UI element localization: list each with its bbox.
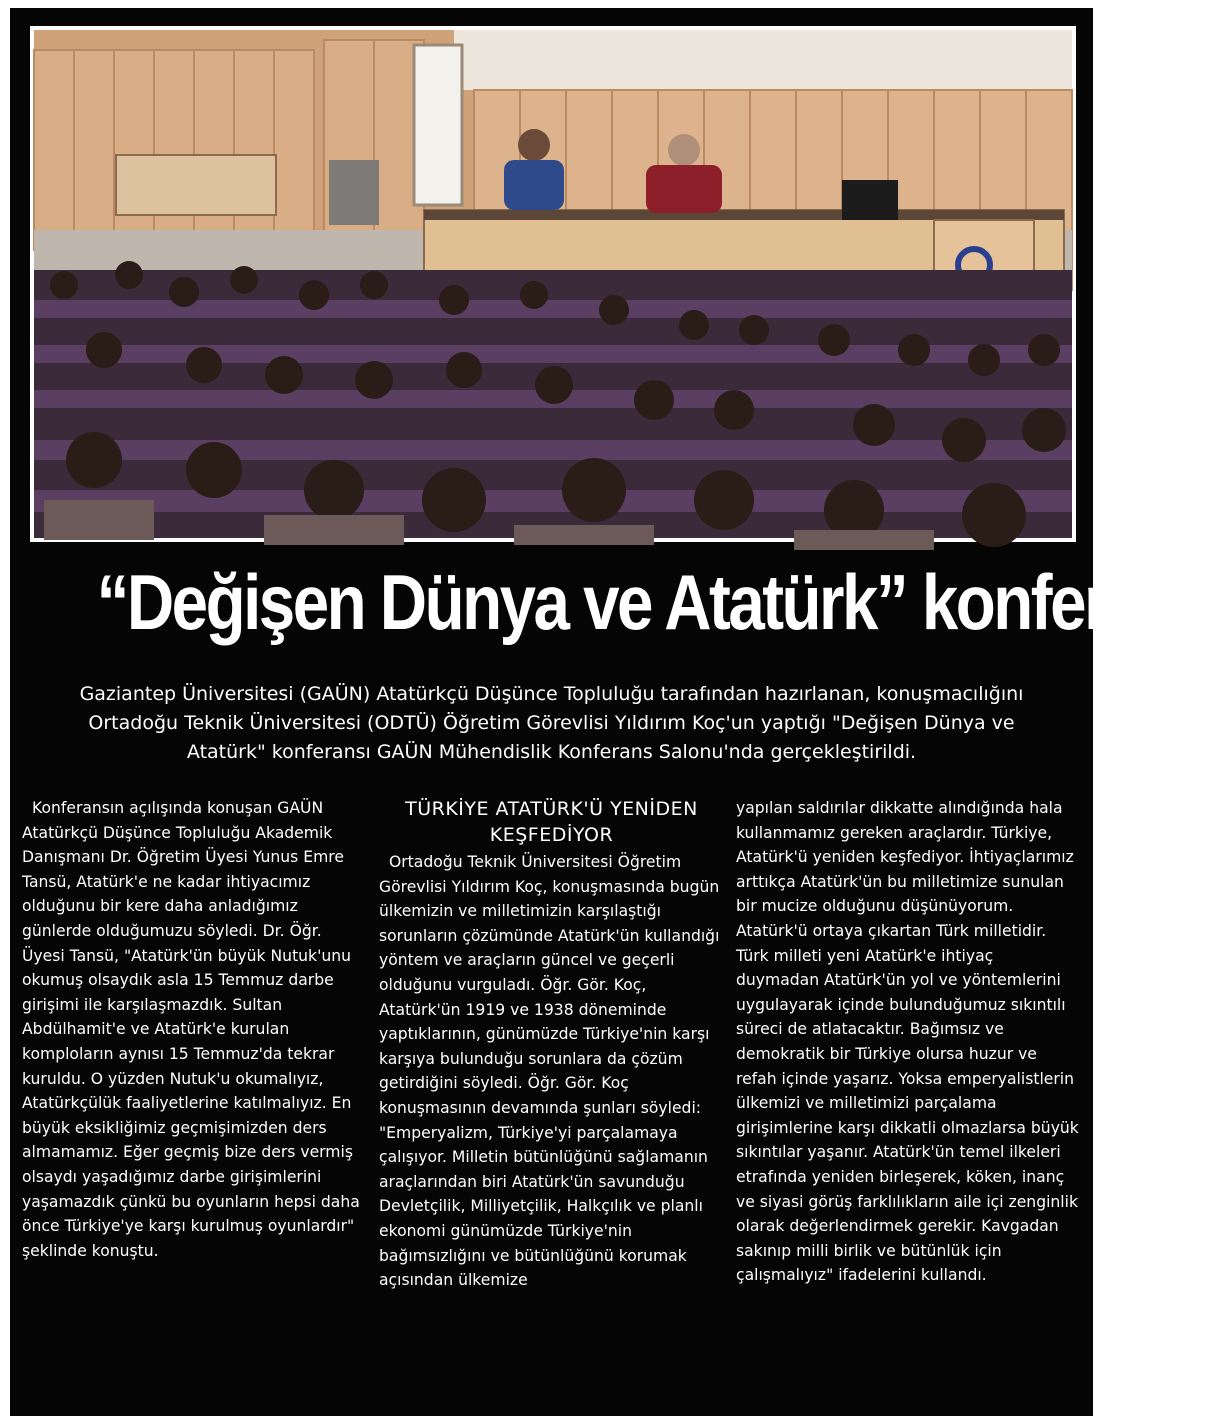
column-1-text: Konferansın açılışında konuşan GAÜN Atatürkçü Düşünce Topluluğu Akademik Danışmanı Dr. Öğretim Üyesi Yunus Emre Tansü, Atatürk'e ne kadar ihtiyacımız olduğunu bir kere daha anladığımız günlerde olduğumuzu söyledi. Dr. Öğr. Üyesi Tansü, "Atatürk'ün büyük Nutuk'unu okumuş olsaydık asla 15 Temmuz darbe girişimi ile karşılaşmazdık. Sultan Abdülhamit'e ve Atatürk'e kurulan komploların aynısı 15 Temmuz'da tekrar kuruldu. O yüzden Nutuk'u okumalıyız, Atatürkçülük faaliyetlerine katılmalıyız. En büyük eksikliğimiz geçmişimizden ders almamamız. Eğer geçmiş bize ders vermiş olsaydı yaşadığımız darbe girişimlerini yaşamazdık çünkü bu oyunların hepsi daha önce Türkiye'ye karşı kurulmuş oyunlardır" şeklinde konuştu. — [22, 799, 360, 1260]
conference-photo — [34, 30, 1072, 538]
headline: “Değişen Dünya ve Atatürk” konferansı — [96, 558, 1228, 646]
photo-frame — [30, 26, 1076, 542]
section-subhead: TÜRKİYE ATATÜRK'Ü YENİDEN KEŞFEDİYOR — [405, 798, 698, 846]
column-1 — [22, 796, 367, 1408]
column-2-text: Ortadoğu Teknik Üniversitesi Öğretim Görevlisi Yıldırım Koç, konuşmasında bugün ülkemizin ve milletimizin karşılaştığı sorunların çözümünde Atatürk'ün kullandığı yöntem ve araçların güncel ve geçerli olduğunu vurguladı. Öğr. Gör. Koç, Atatürk'ün 1919 ve 1938 döneminde yaptıklarının, günümüzde Türkiye'nin karşı karşıya bulunduğu sorunlara da çözüm getirdiğini söyledi. Öğr. Gör. Koç konuşmasının devamında şunları söyledi: "Emperyalizm, Türkiye'yi parçalamaya çalışıyor. Milletin bütünlüğünü sağlamanın araçlarından biri Atatürk'ün savunduğu Devletçilik, Milliyetçilik, Halkçılık ve planlı ekonomi günümüzde Türkiye'nin bağımsızlığını ve bütünlüğünü korumak açısından ülkemize — [379, 853, 720, 1290]
column-3-text: yapılan saldırılar dikkatte alındığında hala kullanmamız gereken araçlardır. Türkiye, Atatürk'ü yeniden keşfediyor. İhtiyaçlarımız arttıkça Atatürk'ün bu milletimize sunulan bir mucize olduğunu düşünüyorum. Atatürk'ü ortaya çıkartan Türk milletidir. Türk milleti yeni Atatürk'e ihtiyaç duymadan Atatürk'ün yol ve yöntemlerini uygulayarak içinde bulunduğumuz sıkıntılı süreci de atlatacaktır. Bağımsız ve demokratik bir Türkiye olursa huzur ve refah içinde yaşarız. Yoksa emperyalistlerin ülkemizi ve milletimizi parçalama girişimlerine karşı dikkatli olmazlarsa büyük sıkıntılar yaşanır. Atatürk'ün temel ilkeleri etrafında yeniden birleşerek, köken, inanç ve siyasi görüş farklılıkların aile içi zenginlik olarak değerlendirmek gerekir. Kavgadan sakınıp milli birlik ve bütünlük için çalışmalıyız" ifadelerini kullandı. — [736, 799, 1079, 1285]
lead-paragraph: Gaziantep Üniversitesi (GAÜN) Atatürkçü Düşünce Topluluğu tarafından hazırlanan, konuşmacılığını Ortadoğu Teknik Üniversitesi (ODTÜ) Öğretim Görevlisi Yıldırım Koç'un yaptığı "Değişen Dünya ve Atatürk" konferansı GAÜN Mühendislik Konferans Salonu'nda gerçekleştirildi. — [79, 683, 1024, 763]
column-3 — [736, 796, 1081, 1408]
article-body — [22, 796, 1081, 1408]
column-2 — [379, 796, 724, 1408]
newspaper-clipping — [10, 8, 1228, 1416]
